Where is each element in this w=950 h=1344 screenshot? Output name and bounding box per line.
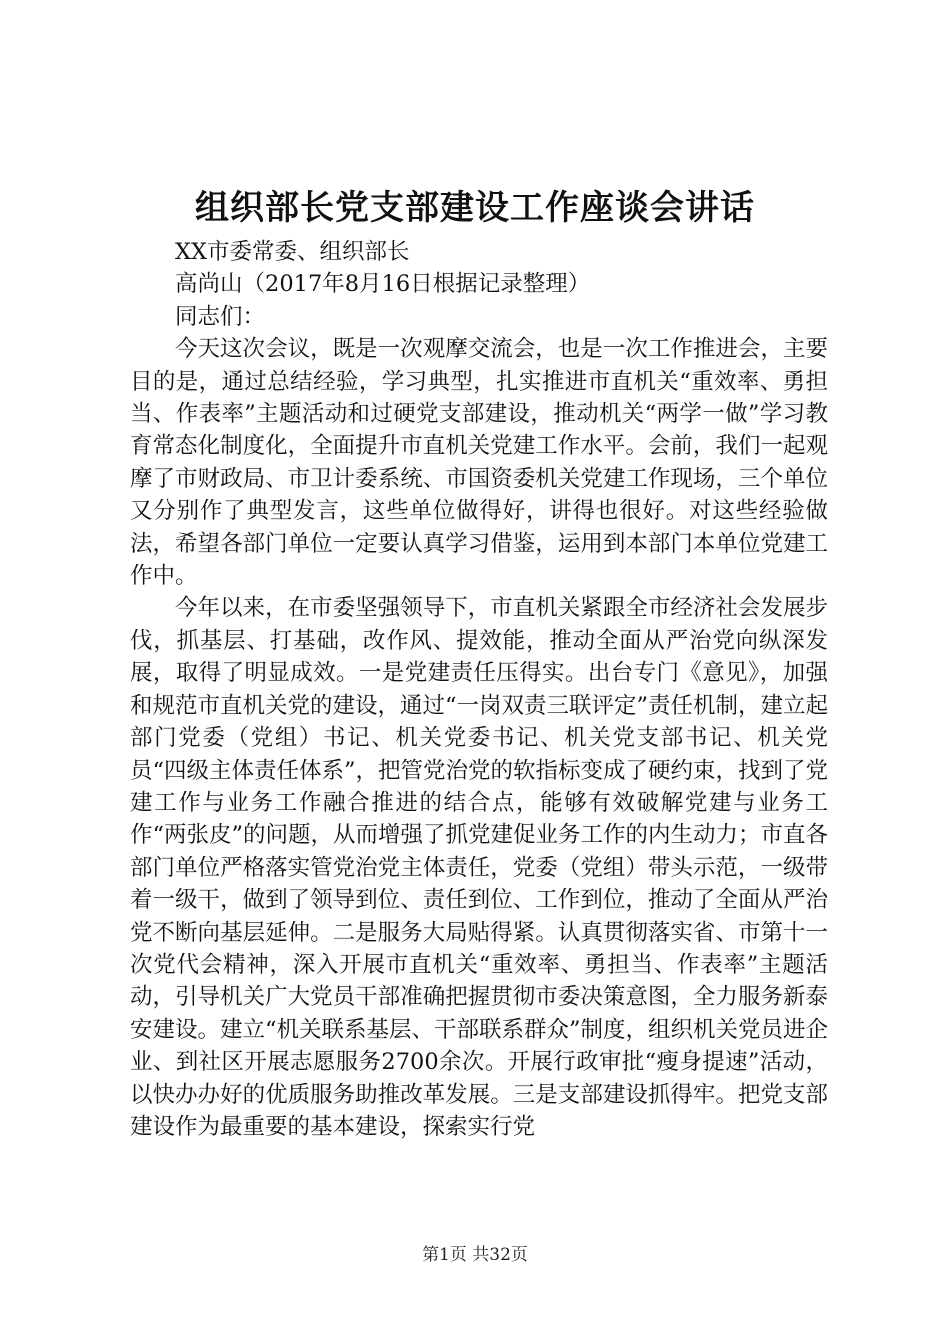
- author-line: XX市委常委、组织部长: [175, 239, 410, 265]
- paragraph-1: 今天这次会议，既是一次观摩交流会，也是一次工作推进会，主要目的是，通过总结经验，学习典型，扎实推进市直机关“重效率、勇担当、作表率”主题活动和过硬党支部建设，推动机关“两学一做”学习教育常态化制度化，全面提升市直机关党建工作水平。会前，我们一起观摩了市财政局、市卫计委系统、市国资委机关党建工作现场，三个单位又分别作了典型发言，这些单位做得好，讲得也很好。对这些经验做法，希望各部门单位一定要认真学习借鉴，运用到本部门本单位党建工作中。: [130, 336, 828, 590]
- speaker-line: 高尚山（2017年8月16日根据记录整理）: [175, 271, 591, 298]
- page-footer: 第1页 共32页: [422, 1245, 528, 1265]
- salutation: 同志们：: [175, 303, 266, 330]
- paragraph-2: 今年以来，在市委坚强领导下，市直机关紧跟全市经济社会发展步伐，抓基层、打基础，改作风、提效能，推动全面从严治党向纵深发展，取得了明显成效。一是党建责任压得实。出台专门《意见》，加强和规范市直机关党的建设，通过“一岗双责三联评定”责任机制，建立起部门党委（党组）书记、机关党委书记、机关党支部书记、机关党员“四级主体责任体系”，把管党治党的软指标变成了硬约束，找到了党建工作与业务工作融合推进的结合点，能够有效破解党建与业务工作“两张皮”的问题，从而增强了抓党建促业务工作的内生动力；市直各部门单位严格落实管党治党主体责任，党委（党组）带头示范，一级带着一级干，做到了领导到位、责任到位、工作到位，推动了全面从严治党不断向基层延伸。二是服务大局贴得紧。认真贯彻落实省、市第十一次党代会精神，深入开展市直机关“重效率、勇担当、作表率”主题活动，引导机关广大党员干部准确把握贯彻市委决策意图，全力服务新泰安建设。建立“机关联系基层、干部联系群众”制度，组织机关党员进企业、到社区开展志愿服务2700余次。开展行政审批“瘦身提速”活动，以快办办好的优质服务助推改革发展。三是支部建设抓得牢。把党支部建设作为最重要的基本建设，探索实行党: [130, 595, 829, 1140]
- document-body: [130, 236, 828, 1143]
- document-title: 组织部长党支部建设工作座谈会讲话: [195, 188, 755, 228]
